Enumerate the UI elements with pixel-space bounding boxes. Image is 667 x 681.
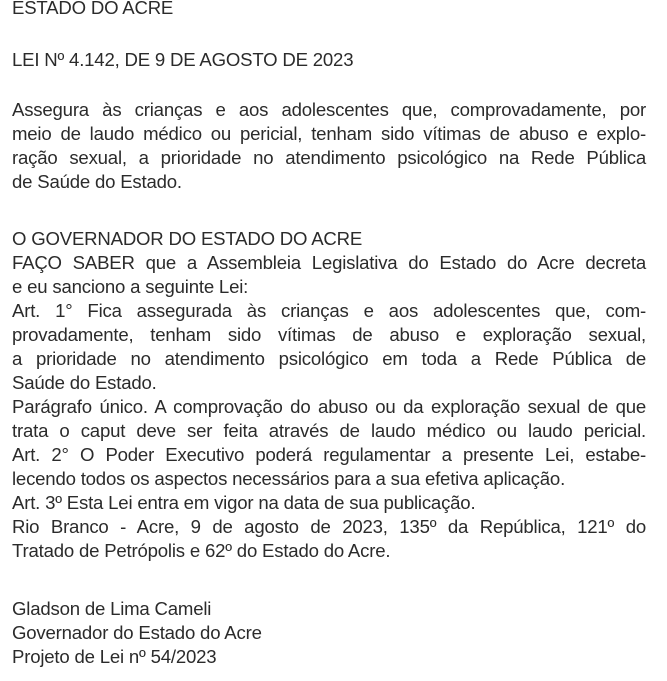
signer-title: Governador do Estado do Acre xyxy=(12,622,262,643)
article-1-line: Art. 1° Fica assegurada às crianças e aos adolescentes que, com- xyxy=(12,300,646,321)
article-2-line: Art. 2° O Poder Executivo poderá regulamentar a presente Lei, estabe- xyxy=(12,444,646,465)
article-1-line: Saúde do Estado. xyxy=(12,372,157,393)
article-1-line: provadamente, tenham sido vítimas de abuso e exploração sexual, xyxy=(12,324,646,345)
date-place-line: Rio Branco - Acre, 9 de agosto de 2023, 135º da República, 121º do xyxy=(12,516,646,537)
date-place-line: Tratado de Petrópolis e 62º do Estado do Acre. xyxy=(12,540,391,561)
article-2-line: lecendo todos os aspectos necessários para a sua efetiva aplicação. xyxy=(12,468,566,489)
state-heading: ESTADO DO ACRE xyxy=(12,0,174,18)
signer-name: Gladson de Lima Cameli xyxy=(12,598,212,619)
governor-heading: O GOVERNADOR DO ESTADO DO ACRE xyxy=(12,228,363,249)
summary-line: Assegura às crianças e aos adolescentes que, comprovadamente, por xyxy=(12,99,646,120)
law-title: LEI Nº 4.142, DE 9 DE AGOSTO DE 2023 xyxy=(12,49,354,70)
summary-line: de Saúde do Estado. xyxy=(12,171,182,192)
paragraph-unico-line: Parágrafo único. A comprovação do abuso ou da exploração sexual de que xyxy=(12,396,646,417)
body-line: FAÇO SABER que a Assembleia Legislativa do Estado do Acre decreta xyxy=(12,252,646,273)
bill-number: Projeto de Lei nº 54/2023 xyxy=(12,646,217,667)
article-1-line: a prioridade no atendimento psicológico em toda a Rede Pública de xyxy=(12,348,646,369)
summary-line: ração sexual, a prioridade no atendimento psicológico na Rede Pública xyxy=(12,147,646,168)
paragraph-unico-line: trata o caput deve ser feita através de laudo médico ou laudo pericial. xyxy=(12,420,646,441)
body-line: e eu sanciono a seguinte Lei: xyxy=(12,276,249,297)
article-3-line: Art. 3º Esta Lei entra em vigor na data de sua publicação. xyxy=(12,492,476,513)
summary-line: meio de laudo médico ou pericial, tenham sido vítimas de abuso e explo- xyxy=(12,123,646,144)
